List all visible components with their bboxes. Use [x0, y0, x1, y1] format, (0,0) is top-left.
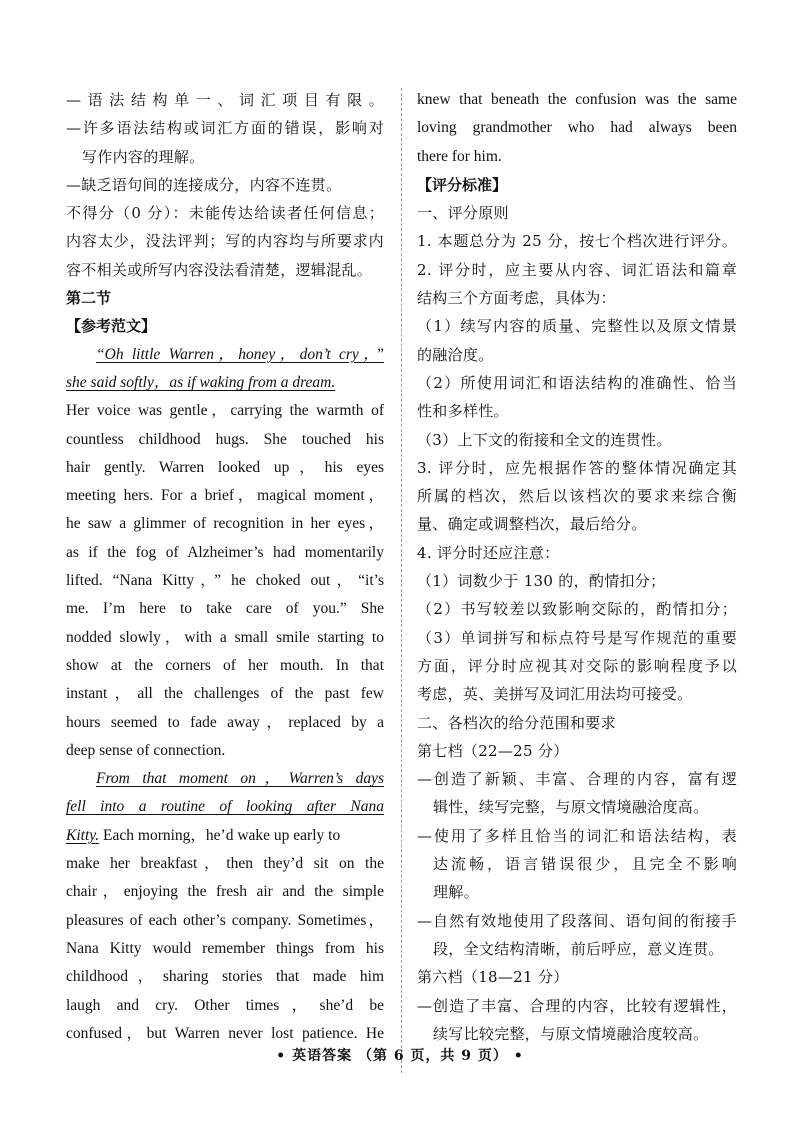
section-heading: 第二节 — [66, 289, 112, 308]
text-line: laugh and cry. Other times，she’d be — [66, 996, 384, 1014]
underlined-sentence: Kitty. — [66, 826, 100, 844]
text-line: 第七档（22—25 分） — [417, 741, 569, 760]
text-line: （2）所使用词汇和语法结构的准确性、恰当 — [417, 373, 737, 392]
text-line: hours seemed to fade away，replaced by a — [66, 713, 384, 731]
text-line: 不得分（0 分）：未能传达给读者任何信息； — [66, 204, 384, 223]
text-line: Nana Kitty would remember things from his — [66, 939, 384, 957]
text-line: —创造了新颖、丰富、合理的内容，富有逻 — [417, 770, 737, 789]
left-column — [66, 86, 384, 1048]
text-line: —缺乏语句间的连接成分，内容不连贯。 — [66, 175, 342, 194]
text-line: —许多语法结构或词汇方面的错误，影响对 — [66, 119, 384, 138]
text-line: 续写比较完整，与原文情境融洽度较高。 — [433, 1024, 709, 1043]
text-line: 性和多样性。 — [417, 402, 509, 421]
text-line: （3）单词拼写和标点符号是写作规范的重要 — [417, 628, 737, 647]
text-line: “Oh little Warren，honey，don’t cry，” — [96, 345, 384, 363]
text-line: From that moment on，Warren’s days — [96, 770, 384, 788]
text-line: deep sense of connection. — [66, 741, 226, 759]
text-line: —创造了丰富、合理的内容，比较有逻辑性， — [417, 996, 737, 1015]
text-line: she said softly，as if waking from a dream. — [66, 373, 336, 391]
text-line: 2. 评分时，应主要从内容、词汇语法和篇章 — [417, 260, 737, 279]
text-line: nodded slowly，with a small smile starting to — [66, 628, 384, 646]
text-line: 1. 本题总分为 25 分，按七个档次进行评分。 — [417, 232, 737, 251]
text-line: Her voice was gentle，carrying the warmth of — [66, 402, 384, 420]
text-line: 容不相关或所写内容没法看清楚，逻辑混乱。 — [66, 260, 373, 279]
text-line — [66, 822, 384, 850]
text-line: 方面，评分时应视其对交际的影响程度予以 — [417, 656, 737, 675]
text-line: loving grandmother who had always been — [417, 119, 737, 137]
text-line: he saw a glimmer of recognition in her eyes， — [66, 515, 384, 533]
text-line: there for him. — [417, 147, 502, 165]
sentence: Each morning，he’d wake up early to — [99, 826, 341, 844]
text-line: confused，but Warren never lost patience. He — [66, 1024, 384, 1042]
text-line: 一、评分原则 — [417, 204, 509, 223]
text-line: （1）词数少于 130 的，酌情扣分； — [417, 572, 666, 591]
text-line: me. I’m here to take care of you.” She — [66, 600, 384, 618]
text-line: 二、各档次的给分范围和要求 — [417, 713, 616, 732]
text-line: 辑性，续写完整，与原文情境融洽度高。 — [433, 798, 709, 817]
text-line: 结构三个方面考虑，具体为： — [417, 289, 616, 308]
text-line: —使用了多样且恰当的词汇和语法结构，表 — [417, 826, 737, 845]
text-line: countless childhood hugs. She touched his — [66, 430, 384, 448]
text-line: （2）书写较差以致影响交际的，酌情扣分； — [417, 600, 737, 619]
section-heading: 【参考范文】 — [66, 317, 157, 336]
text-line: as if the fog of Alzheimer’s had momentarily — [66, 543, 384, 561]
text-line: —自然有效地使用了段落间、语句间的衔接手 — [417, 911, 737, 930]
text-line: 3. 评分时，应先根据作答的整体情况确定其 — [417, 458, 737, 477]
text-line: 考虑，英、美拼写及词汇用法均可接受。 — [417, 685, 693, 704]
text-line: —语法结构单一、词汇项目有限。 — [66, 91, 384, 109]
text-line: meeting hers. For a brief，magical moment， — [66, 487, 384, 505]
text-line: 的融洽度。 — [417, 345, 494, 364]
text-line: chair，enjoying the fresh air and the simple — [66, 883, 384, 901]
page-footer: • 英语答案 （第 6 页，共 9 页） • — [276, 1048, 524, 1064]
section-heading: 【评分标准】 — [417, 175, 508, 194]
column-divider — [401, 88, 402, 1073]
text-line: 段，全文结构清晰，前后呼应，意义连贯。 — [433, 939, 724, 958]
text-line: 内容太少，没法评判；写的内容均与所要求内 — [66, 232, 384, 251]
text-line: show at the corners of her mouth. In that — [66, 656, 384, 674]
text-line: 达流畅，语言错误很少，且完全不影响 — [433, 855, 737, 874]
text-line: make her breakfast，then they’d sit on the — [66, 855, 384, 873]
text-line: 第六档（18—21 分） — [417, 968, 569, 987]
text-line: （3）上下文的衔接和全文的连贯性。 — [417, 430, 672, 449]
text-line: childhood，sharing stories that made him — [66, 968, 384, 986]
text-line: pleasures of each other’s company. Sometimes， — [66, 911, 384, 929]
text-line: 4. 评分时还应注意： — [417, 543, 560, 562]
text-line: instant，all the challenges of the past few — [66, 685, 384, 703]
right-column — [417, 86, 737, 1048]
text-line: 写作内容的理解。 — [82, 147, 205, 166]
text-line: lifted. “Nana Kitty，” he choked out，“it’s — [66, 572, 384, 590]
text-line: 理解。 — [433, 883, 479, 902]
text-line: fell into a routine of looking after Nana — [66, 798, 384, 816]
text-line: （1）续写内容的质量、完整性以及原文情景 — [417, 317, 737, 336]
text-line: hair gently. Warren looked up，his eyes — [66, 458, 384, 476]
text-line: 所属的档次，然后以该档次的要求来综合衡 — [417, 487, 737, 506]
text-line: 量、确定或调整档次，最后给分。 — [417, 515, 647, 534]
text-line: knew that beneath the confusion was the same — [417, 91, 737, 108]
